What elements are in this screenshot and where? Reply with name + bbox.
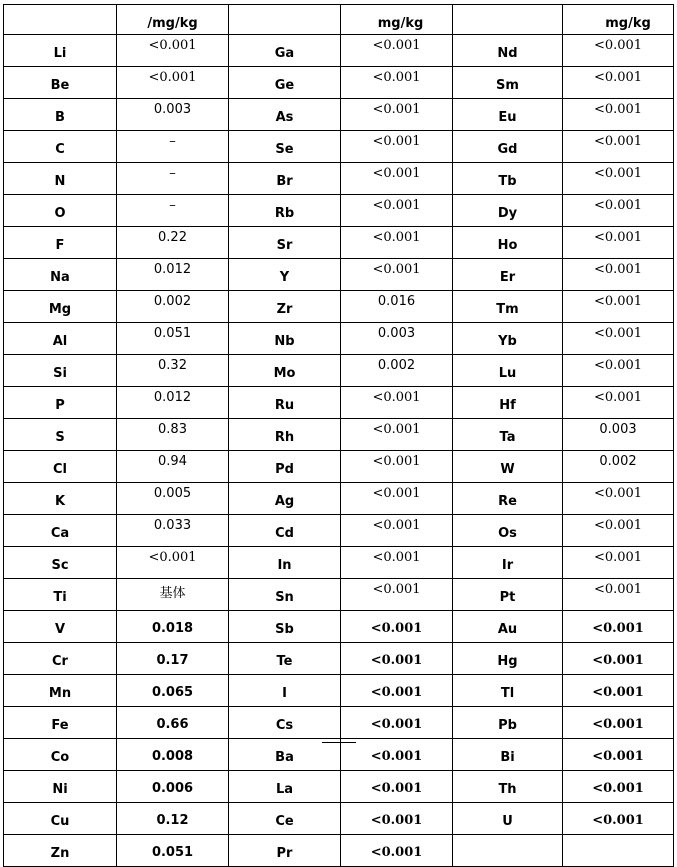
content-value-cell: <0.001 xyxy=(341,611,453,643)
header-unit-col-1 xyxy=(117,5,229,35)
element-symbol-cell: Ge xyxy=(229,67,341,99)
content-value-cell: <0.001 xyxy=(563,803,674,835)
content-value-cell: – xyxy=(117,131,229,163)
element-symbol-cell: Os xyxy=(453,515,563,547)
header-element-col-1 xyxy=(4,5,117,35)
table-row xyxy=(4,163,674,195)
content-value-cell: <0.001 xyxy=(563,611,674,643)
content-value-cell: 0.83 xyxy=(117,419,229,451)
header-row xyxy=(4,5,674,35)
content-value-cell: 0.051 xyxy=(117,323,229,355)
table-row xyxy=(4,99,674,131)
content-value-cell: <0.001 xyxy=(341,195,453,227)
content-value-cell: – xyxy=(117,195,229,227)
element-symbol-cell: U xyxy=(453,803,563,835)
element-symbol-cell: S xyxy=(4,419,117,451)
content-value-cell: <0.001 xyxy=(341,547,453,579)
content-value-cell: <0.001 xyxy=(117,67,229,99)
element-symbol-cell: Tl xyxy=(453,675,563,707)
content-value-cell: 0.065 xyxy=(117,675,229,707)
element-symbol-cell: C xyxy=(4,131,117,163)
element-symbol-cell: O xyxy=(4,195,117,227)
content-value-cell: <0.001 xyxy=(341,803,453,835)
content-value-cell: <0.001 xyxy=(341,707,453,739)
content-value-cell: <0.001 xyxy=(563,739,674,771)
table-row xyxy=(4,227,674,259)
element-symbol-cell: Tm xyxy=(453,291,563,323)
content-value-cell: <0.001 xyxy=(563,483,674,515)
content-value-cell: 0.012 xyxy=(117,387,229,419)
content-value-cell: <0.001 xyxy=(563,323,674,355)
element-symbol-cell: Cd xyxy=(229,515,341,547)
table-row xyxy=(4,67,674,99)
footer-rule xyxy=(322,742,356,743)
element-symbol-cell: In xyxy=(229,547,341,579)
element-symbol-cell: K xyxy=(4,483,117,515)
element-symbol-cell: Si xyxy=(4,355,117,387)
table-row xyxy=(4,323,674,355)
element-symbol-cell: Cu xyxy=(4,803,117,835)
element-symbol-cell: Eu xyxy=(453,99,563,131)
element-symbol-cell: Yb xyxy=(453,323,563,355)
element-symbol-cell: Se xyxy=(229,131,341,163)
element-symbol-cell: P xyxy=(4,387,117,419)
element-symbol-cell: Re xyxy=(453,483,563,515)
content-value-cell: 0.003 xyxy=(563,419,674,451)
element-symbol-cell: Tb xyxy=(453,163,563,195)
element-symbol-cell: Zr xyxy=(229,291,341,323)
element-symbol-cell: Mg xyxy=(4,291,117,323)
element-symbol-cell: Au xyxy=(453,611,563,643)
element-symbol-cell: Ta xyxy=(453,419,563,451)
element-symbol-cell: Sr xyxy=(229,227,341,259)
content-value-cell: 0.018 xyxy=(117,611,229,643)
content-value-cell: <0.001 xyxy=(341,131,453,163)
element-symbol-cell: Sb xyxy=(229,611,341,643)
element-symbol-cell: Al xyxy=(4,323,117,355)
element-symbol-cell: Cs xyxy=(229,707,341,739)
element-symbol-cell: Pd xyxy=(229,451,341,483)
content-value-cell: <0.001 xyxy=(563,67,674,99)
content-value-cell: <0.001 xyxy=(341,99,453,131)
content-value-cell: <0.001 xyxy=(341,67,453,99)
table-row xyxy=(4,675,674,707)
content-value-cell: <0.001 xyxy=(563,771,674,803)
element-symbol-cell: Y xyxy=(229,259,341,291)
unit-label: mg/kg xyxy=(605,16,651,31)
content-value-cell: <0.001 xyxy=(341,739,453,771)
content-value-cell: <0.001 xyxy=(341,451,453,483)
element-symbol-cell: Sn xyxy=(229,579,341,611)
content-value-cell: <0.001 xyxy=(563,291,674,323)
element-symbol-cell: Fe xyxy=(4,707,117,739)
content-value-cell: 0.006 xyxy=(117,771,229,803)
element-symbol-cell: Te xyxy=(229,643,341,675)
table-row xyxy=(4,547,674,579)
content-value-cell: 0.002 xyxy=(117,291,229,323)
table-row xyxy=(4,259,674,291)
element-symbol-cell: Sc xyxy=(4,547,117,579)
element-symbol-cell: Pr xyxy=(229,835,341,867)
content-value-cell: 0.002 xyxy=(341,355,453,387)
content-value-cell: 基体 xyxy=(117,579,229,611)
element-symbol-cell: Cr xyxy=(4,643,117,675)
element-symbol-cell: Ti xyxy=(4,579,117,611)
content-value-cell: <0.001 xyxy=(341,483,453,515)
content-value-cell: <0.001 xyxy=(563,163,674,195)
element-symbol-cell: Mo xyxy=(229,355,341,387)
header-unit-col-2 xyxy=(341,5,453,35)
content-value-cell: 0.22 xyxy=(117,227,229,259)
element-symbol-cell: N xyxy=(4,163,117,195)
content-value-cell: <0.001 xyxy=(341,227,453,259)
element-symbol-cell: Ag xyxy=(229,483,341,515)
table-row xyxy=(4,611,674,643)
element-symbol-cell: Sm xyxy=(453,67,563,99)
table-row xyxy=(4,579,674,611)
content-value-cell: 0.94 xyxy=(117,451,229,483)
content-value-cell: 0.32 xyxy=(117,355,229,387)
element-symbol-cell: Mn xyxy=(4,675,117,707)
element-symbol-cell: As xyxy=(229,99,341,131)
element-symbol-cell: Nb xyxy=(229,323,341,355)
content-value-cell: 0.12 xyxy=(117,803,229,835)
content-value-cell: <0.001 xyxy=(117,35,229,67)
element-symbol-cell: Rb xyxy=(229,195,341,227)
element-symbol-cell: Th xyxy=(453,771,563,803)
table-row xyxy=(4,35,674,67)
element-symbol-cell: Dy xyxy=(453,195,563,227)
content-value-cell: <0.001 xyxy=(563,99,674,131)
element-symbol-cell: Nd xyxy=(453,35,563,67)
element-symbol-cell: Ba xyxy=(229,739,341,771)
content-value-cell: <0.001 xyxy=(563,707,674,739)
element-symbol-cell: Pb xyxy=(453,707,563,739)
table-row xyxy=(4,355,674,387)
content-value-cell: <0.001 xyxy=(341,643,453,675)
content-value-cell: <0.001 xyxy=(341,35,453,67)
table-row xyxy=(4,739,674,771)
content-value-cell xyxy=(563,835,674,867)
element-symbol-cell: W xyxy=(453,451,563,483)
element-symbol-cell: Cl xyxy=(4,451,117,483)
content-value-cell: <0.001 xyxy=(563,515,674,547)
content-value-cell: <0.001 xyxy=(341,675,453,707)
content-value-cell: 0.005 xyxy=(117,483,229,515)
content-value-cell: <0.001 xyxy=(563,579,674,611)
element-symbol-cell: Rh xyxy=(229,419,341,451)
table-row xyxy=(4,483,674,515)
content-value-cell: <0.001 xyxy=(341,163,453,195)
table-row xyxy=(4,771,674,803)
element-symbol-cell: Co xyxy=(4,739,117,771)
element-symbol-cell: Hg xyxy=(453,643,563,675)
element-symbol-cell: Er xyxy=(453,259,563,291)
element-symbol-cell: V xyxy=(4,611,117,643)
element-content-table xyxy=(3,4,674,867)
content-value-cell: 0.003 xyxy=(341,323,453,355)
element-symbol-cell: Li xyxy=(4,35,117,67)
element-symbol-cell: Ni xyxy=(4,771,117,803)
element-symbol-cell: Ca xyxy=(4,515,117,547)
table-row xyxy=(4,707,674,739)
content-value-cell: <0.001 xyxy=(563,195,674,227)
element-symbol-cell: Ir xyxy=(453,547,563,579)
header-unit-col-3 xyxy=(563,5,674,35)
element-symbol-cell xyxy=(453,835,563,867)
header-element-col-2 xyxy=(229,5,341,35)
content-value-cell: <0.001 xyxy=(341,771,453,803)
content-value-cell: <0.001 xyxy=(341,419,453,451)
content-value-cell: <0.001 xyxy=(563,35,674,67)
content-value-cell: 0.66 xyxy=(117,707,229,739)
element-symbol-cell: Br xyxy=(229,163,341,195)
content-value-cell: <0.001 xyxy=(341,515,453,547)
unit-label: /mg/kg xyxy=(147,16,198,31)
content-value-cell: <0.001 xyxy=(563,259,674,291)
element-symbol-cell: F xyxy=(4,227,117,259)
table-row xyxy=(4,387,674,419)
table-row xyxy=(4,451,674,483)
element-symbol-cell: I xyxy=(229,675,341,707)
element-symbol-cell: Ga xyxy=(229,35,341,67)
content-value-cell: 0.051 xyxy=(117,835,229,867)
element-symbol-cell: Ho xyxy=(453,227,563,259)
content-value-cell: 0.008 xyxy=(117,739,229,771)
table-row xyxy=(4,515,674,547)
header-element-col-3 xyxy=(453,5,563,35)
content-value-cell: <0.001 xyxy=(563,643,674,675)
element-symbol-cell: La xyxy=(229,771,341,803)
content-value-cell: 0.17 xyxy=(117,643,229,675)
table-row xyxy=(4,835,674,867)
element-symbol-cell: Gd xyxy=(453,131,563,163)
element-symbol-cell: Ru xyxy=(229,387,341,419)
element-symbol-cell: Be xyxy=(4,67,117,99)
content-value-cell: 0.003 xyxy=(117,99,229,131)
table-row xyxy=(4,643,674,675)
content-value-cell: <0.001 xyxy=(341,259,453,291)
content-value-cell: <0.001 xyxy=(341,835,453,867)
element-symbol-cell: Hf xyxy=(453,387,563,419)
content-value-cell: 0.033 xyxy=(117,515,229,547)
element-symbol-cell: Pt xyxy=(453,579,563,611)
content-value-cell: <0.001 xyxy=(341,579,453,611)
content-value-cell: <0.001 xyxy=(341,387,453,419)
element-symbol-cell: Ce xyxy=(229,803,341,835)
element-symbol-cell: Zn xyxy=(4,835,117,867)
content-value-cell: 0.012 xyxy=(117,259,229,291)
content-value-cell: <0.001 xyxy=(563,675,674,707)
content-value-cell: <0.001 xyxy=(563,387,674,419)
unit-label: mg/kg xyxy=(377,16,424,31)
content-value-cell: – xyxy=(117,163,229,195)
table-row xyxy=(4,195,674,227)
content-value-cell: 0.016 xyxy=(341,291,453,323)
content-value-cell: 0.002 xyxy=(563,451,674,483)
element-analysis-sheet xyxy=(3,4,673,867)
content-value-cell: <0.001 xyxy=(563,227,674,259)
element-symbol-cell: Na xyxy=(4,259,117,291)
content-value-cell: <0.001 xyxy=(117,547,229,579)
element-symbol-cell: Lu xyxy=(453,355,563,387)
element-symbol-cell: B xyxy=(4,99,117,131)
element-symbol-cell: Bi xyxy=(453,739,563,771)
content-value-cell: <0.001 xyxy=(563,547,674,579)
table-row xyxy=(4,131,674,163)
content-value-cell: <0.001 xyxy=(563,355,674,387)
table-row xyxy=(4,803,674,835)
table-row xyxy=(4,419,674,451)
table-row xyxy=(4,291,674,323)
content-value-cell: <0.001 xyxy=(563,131,674,163)
